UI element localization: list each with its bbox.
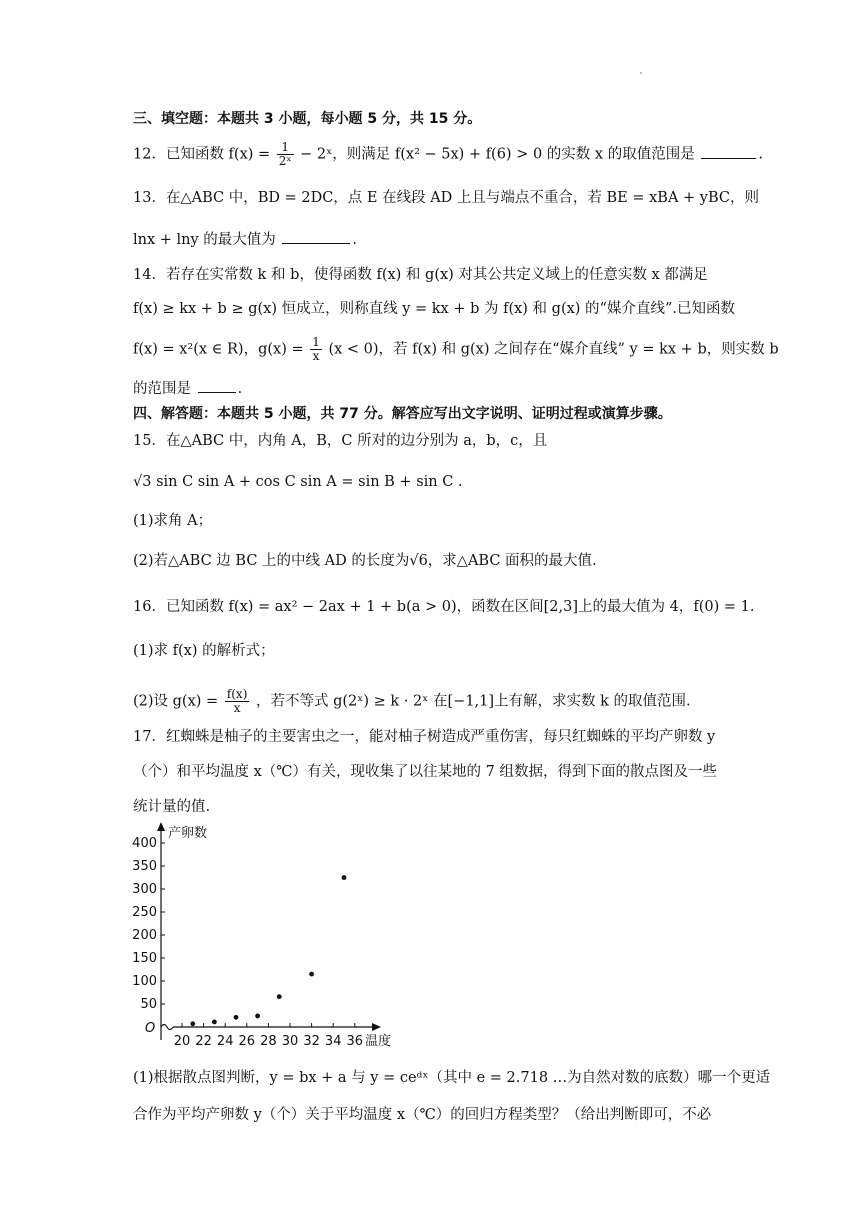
q12-frac-den: 2ˣ [278,154,292,168]
y-tick-label: 250 [132,905,157,920]
q14-end: . [237,381,243,397]
q17-line2: （个）和平均温度 x（℃）有关，现收集了以往某地的 7 组数据，得到下面的散点图及一些 [133,764,717,780]
q13-answer-blank[interactable] [282,229,350,244]
q13-line2-text: lnx + lny 的最大值为 [133,232,276,248]
y-tick-label: 400 [132,836,157,851]
x-tick-label: 30 [281,1034,299,1049]
scan-speck [640,72,642,74]
data-point [255,1014,260,1019]
x-axis-label: 温度 [365,1034,392,1049]
data-point [190,1021,195,1026]
question-13-line2 [133,229,748,250]
q12-frac-num: 1 [277,141,294,155]
q16-frac-den: x [233,701,241,715]
data-point [234,1015,239,1020]
data-point [277,994,282,999]
q14-line4-text: 的范围是 [133,381,191,397]
q15-line2: √3 sin C sin A + cos C sin A = sin B + sin C . [133,474,463,490]
q14-line1: 14．若存在实常数 k 和 b，使得函数 f(x) 和 g(x) 对其公共定义域上的任意实数 x 都满足 [133,267,708,283]
x-tick-label: 34 [324,1034,342,1049]
x-tick-label: 26 [238,1034,256,1049]
data-point [309,972,314,977]
y-tick-label: 50 [140,997,157,1012]
q15-part2: (2)若△ABC 边 BC 上的中线 AD 的长度为√6，求△ABC 面积的最大值. [133,553,597,569]
q12-end: . [758,146,763,163]
q13-end: . [352,232,358,248]
q16-part2-text-a: (2)设 g(x) = [133,693,219,710]
question-16-part2 [133,688,748,715]
q12-fraction [277,141,294,168]
x-tick-label: 20 [173,1034,191,1049]
q16-part1: (1)求 f(x) 的解析式； [133,643,275,659]
x-tick-label: 24 [216,1034,234,1049]
question-14-line3 [133,335,779,363]
x-axis-arrow [372,1023,381,1031]
q14-line3-text-a: f(x) = x²(x ∈ R)，g(x) = [133,341,304,358]
q16-frac-num: f(x) [226,687,248,701]
axis-break [161,1025,173,1030]
y-tick-label: 300 [132,882,157,897]
x-tick-label: 22 [195,1034,212,1049]
data-point-group [190,875,346,1026]
q14-line3-text-b: (x < 0)，若 f(x) 和 g(x) 之间存在“媒介直线” y = kx + b，则实数 b [328,341,779,358]
y-tick-label: 150 [132,951,157,966]
section3-heading: 三、填空题：本题共 3 小题，每小题 5 分，共 15 分。 [133,111,482,127]
q17-line1: 17．红蜘蛛是柚子的主要害虫之一，能对柚子树造成严重伤害，每只红蜘蛛的平均产卵数 y [133,729,716,745]
q13-line1: 13．在△ABC 中，BD = 2DC，点 E 在线段 AD 上且与端点不重合，若 BE = xBA + yBC，则 [133,190,760,206]
q12-answer-blank[interactable] [701,144,756,159]
y-axis-label: 产卵数 [168,826,208,841]
q16-line1: 16．已知函数 f(x) = ax² − 2ax + 1 + b(a > 0)，函数在区间[2,3]上的最大值为 4，f(0) = 1. [133,599,755,615]
q14-frac-den: x [312,349,320,363]
question-12 [133,140,763,168]
y-tick-label: 100 [132,974,157,989]
q17-part1-line2: 合作为平均产卵数 y（个）关于平均温度 x（℃）的回归方程类型？（给出判断即可，不必 [133,1107,712,1123]
q12-text-b: − 2ˣ，则满足 f(x² − 5x) + f(6) > 0 的实数 x 的取值范围是 [300,146,695,163]
y-tick-label: 350 [132,859,157,874]
y-tick-label: 200 [132,928,157,943]
q16-part2-text-b: ，若不等式 g(2ˣ) ≥ k · 2ˣ 在[−1,1]上有解，求实数 k 的取值范围. [255,693,691,710]
q16-fraction [225,688,250,715]
section4-heading: 四、解答题：本题共 5 小题，共 77 分。解答应写出文字说明、证明过程或演算步骤。 [133,406,672,422]
q14-frac-num: 1 [312,335,320,349]
q14-answer-blank[interactable] [198,378,236,393]
q14-fraction [310,336,322,363]
q12-text-a: 12．已知函数 f(x) = [133,146,271,163]
x-tick-label: 28 [260,1034,277,1049]
q17-line3: 统计量的值. [133,799,211,815]
q15-part1: (1)求角 A； [133,513,213,529]
x-tick-label: 32 [303,1034,320,1049]
origin-label: O [145,1021,156,1036]
data-point [212,1020,217,1025]
q17-part1-line1: (1)根据散点图判断，y = bx + a 与 y = ceᵈˣ（其中 e = 2.718 …为自然对数的底数）哪一个更适 [133,1070,771,1086]
y-axis-arrow [157,822,165,831]
x-tick-label: 36 [346,1034,364,1049]
q15-line1: 15．在△ABC 中，内角 A，B，C 所对的边分别为 a，b，c，且 [133,433,548,449]
q14-line2: f(x) ≥ kx + b ≥ g(x) 恒成立，则称直线 y = kx + b 为 f(x) 和 g(x) 的“媒介直线”.已知函数 [133,301,735,317]
y-tick-group [132,836,165,1012]
question-14-line4 [133,378,748,399]
data-point [342,875,347,880]
egg-count-scatter-chart [125,820,405,1055]
